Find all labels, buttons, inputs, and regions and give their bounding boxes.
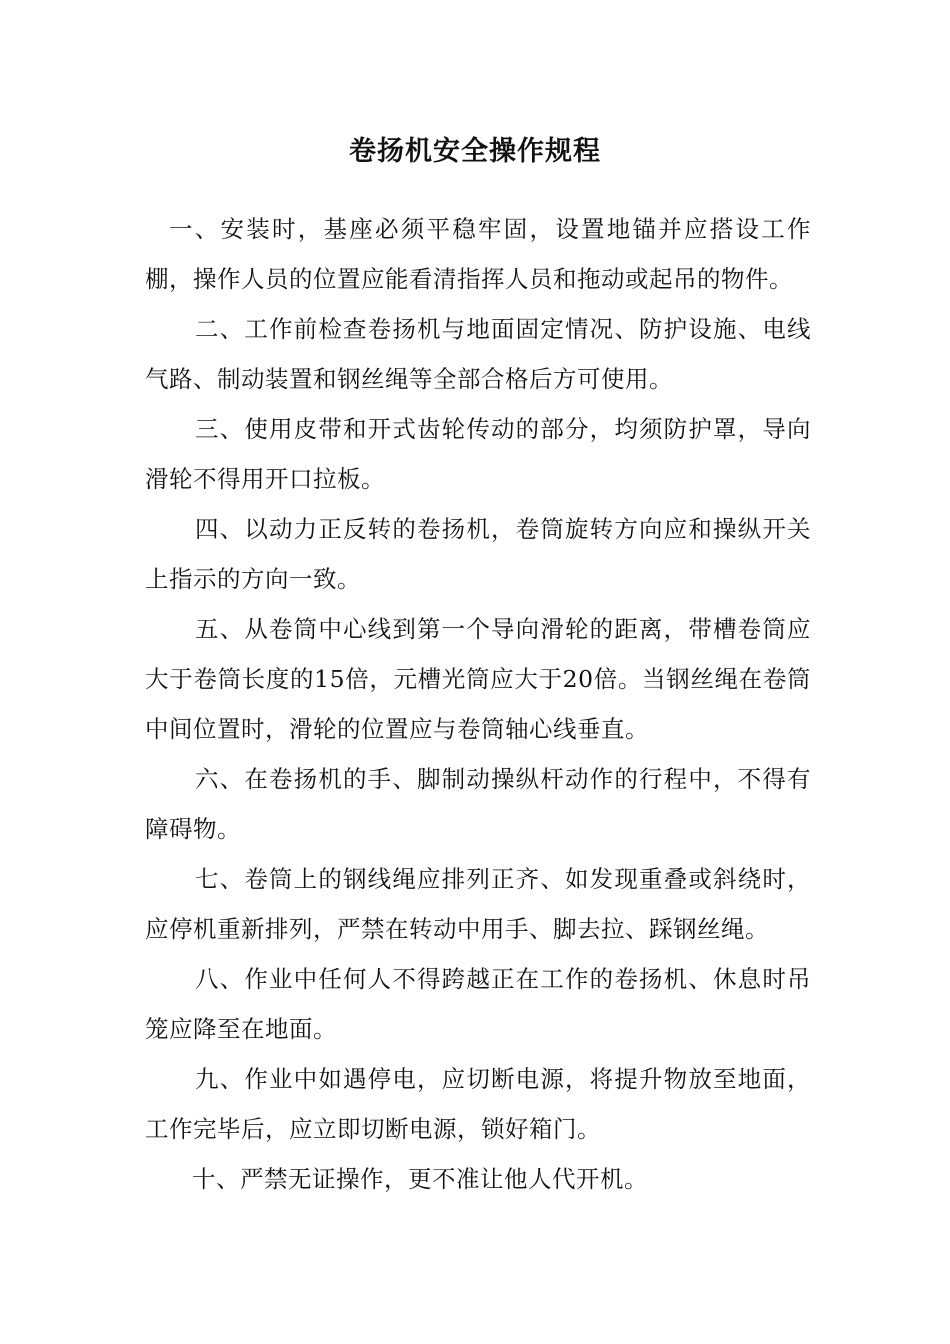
document-body	[145, 204, 811, 1204]
paragraph-1: 一、安装时，基座必须平稳牢固，设置地锚并应搭设工作棚，操作人员的位置应能看清指挥人员和拖动或起吊的物件。	[145, 215, 811, 293]
document-title: 卷扬机安全操作规程	[349, 136, 601, 167]
paragraph-7: 七、卷筒上的钢线绳应排列正齐、如发现重叠或斜绕时，应停机重新排列，严禁在转动中用手、脚去拉、踩钢丝绳。	[145, 865, 811, 943]
paragraph-8: 八、作业中任何人不得跨越正在工作的卷扬机、休息时吊笼应降至在地面。	[145, 965, 811, 1043]
paragraph-4: 四、以动力正反转的卷扬机，卷筒旋转方向应和操纵开关上指示的方向一致。	[145, 515, 811, 593]
paragraph-3: 三、使用皮带和开式齿轮传动的部分，均须防护罩，导向滑轮不得用开口拉板。	[145, 415, 811, 493]
paragraph-6: 六、在卷扬机的手、脚制动操纵杆动作的行程中，不得有障碍物。	[145, 765, 811, 843]
paragraph-9: 九、作业中如遇停电，应切断电源，将提升物放至地面，工作完毕后，应立即切断电源，锁好箱门。	[145, 1065, 811, 1143]
paragraph-2: 二、工作前检查卷扬机与地面固定情况、防护设施、电线气路、制动装置和钢丝绳等全部合格后方可使用。	[145, 315, 811, 393]
paragraph-10: 十、严禁无证操作，更不准让他人代开机。	[192, 1165, 648, 1193]
paragraph-5: 五、从卷筒中心线到第一个导向滑轮的距离，带槽卷筒应大于卷筒长度的15倍，元槽光筒应大于20倍。当钢丝绳在卷筒中间位置时，滑轮的位置应与卷筒轴心线垂直。	[145, 615, 811, 743]
